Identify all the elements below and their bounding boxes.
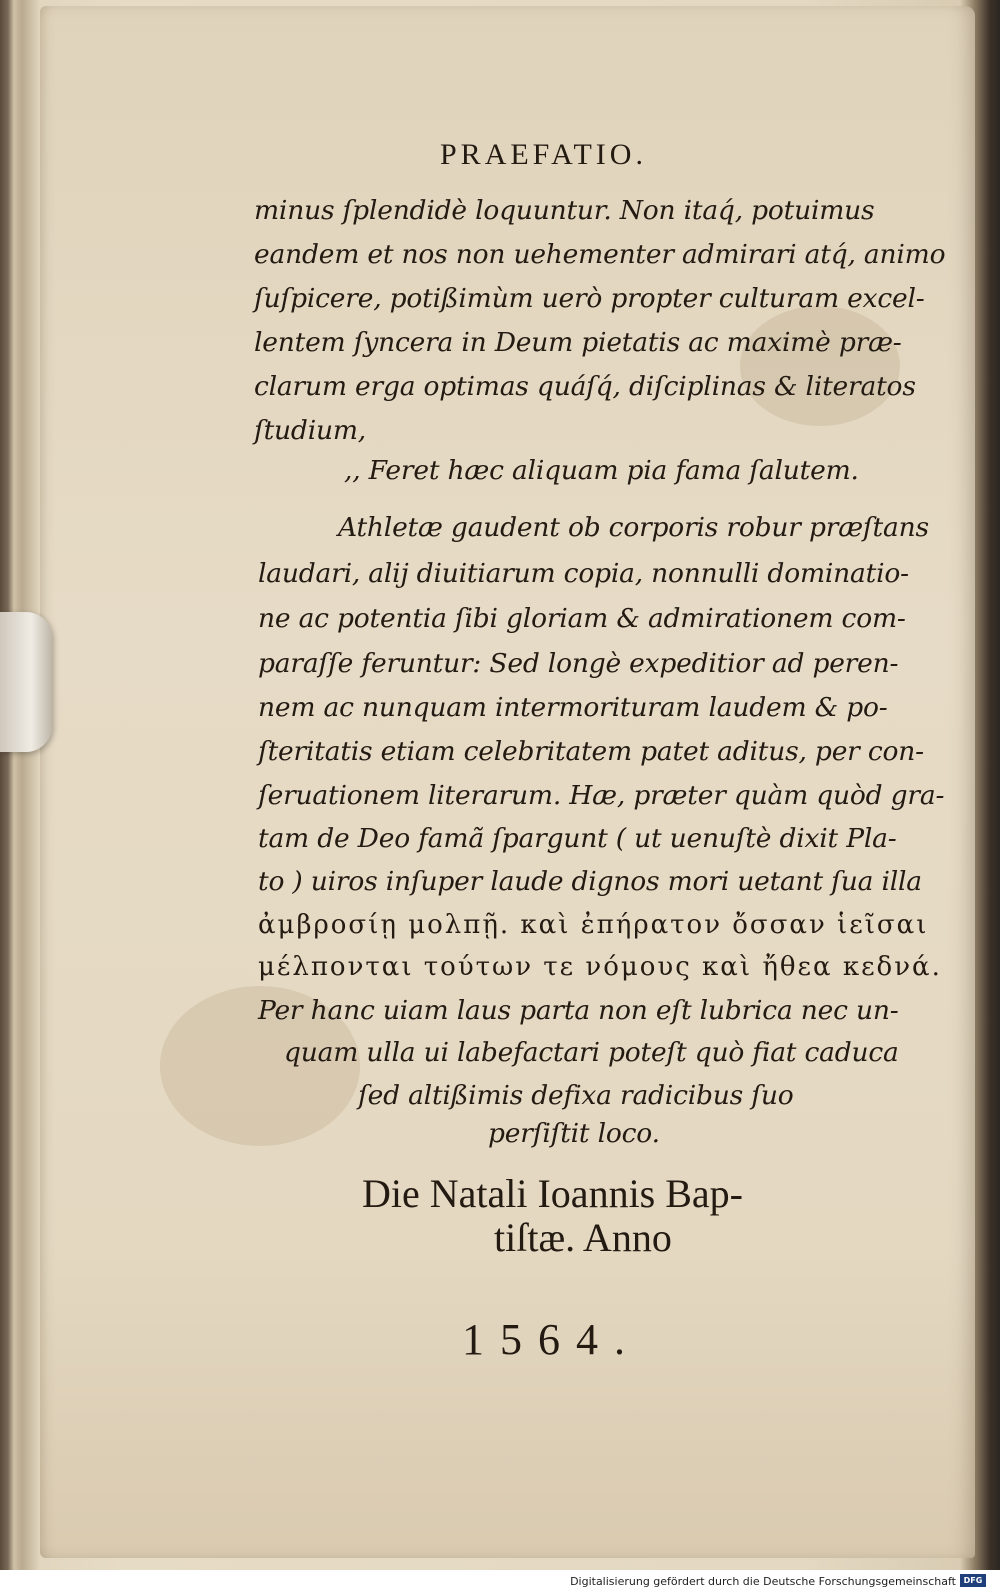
date-line: tiſtæ. Anno	[494, 1215, 672, 1260]
text-line: tam de Deo famã ſpargunt ( ut uenuſtè dixit Pla-	[258, 823, 897, 854]
quote-line: ,, Feret hæc aliquam pia fama ſalutem.	[344, 455, 859, 486]
text-line: Athletæ gaudent ob corporis robur præſtans	[338, 512, 929, 543]
text-line: Per hanc uiam laus parta non eſt lubrica nec un-	[258, 995, 899, 1026]
text-line: paraſſe feruntur: Sed longè expeditior ad peren-	[258, 648, 899, 679]
text-line: minus ſplendidè loquuntur. Non itaq́, potuimus	[254, 195, 875, 226]
page-clip	[0, 612, 52, 752]
text-line: lentem ſyncera in Deum pietatis ac maximè præ-	[254, 327, 902, 358]
paper-stain	[740, 306, 900, 426]
footer-credit: Digitalisierung gefördert durch die Deutsche Forschungsgemeinschaft	[570, 1575, 956, 1588]
text-line: ſed altißimis defixa radicibus ſuo	[358, 1080, 794, 1111]
text-line: laudari, alij diuitiarum copia, nonnulli dominatio-	[258, 558, 909, 589]
dfg-logo: DFG	[960, 1574, 986, 1587]
greek-line: ἀμβροσίῃ μολπῇ. καὶ ἐπήρατον ὄσσαν ἱεῖσαι	[258, 910, 929, 940]
year: 1564.	[462, 1315, 641, 1364]
text-line: clarum erga optimas quáſq́, diſciplinas & literatos	[254, 371, 916, 402]
text-line: ſtudium,	[254, 415, 366, 446]
text-line: eandem et nos non uehementer admirari atq́, animo	[254, 239, 946, 270]
greek-line: μέλπονται τούτων τε νόμους καὶ ἤθεα κεδνά.	[258, 952, 942, 982]
date-line: Die Natali Ioannis Bap-	[362, 1171, 743, 1216]
text-line: ſeruationem literarum. Hæ, præter quàm quòd gra-	[258, 780, 945, 811]
text-line: nem ac nunquam intermorituram laudem & po-	[258, 692, 888, 723]
text-line: ſteritatis etiam celebritatem patet aditus, per con-	[258, 736, 924, 767]
text-line: to ) uiros inſuper laude dignos mori uetant ſua illa	[258, 866, 922, 897]
text-line: quam ulla ui labefactari poteſt quò fiat caduca	[284, 1037, 899, 1068]
text-line: ne ac potentia ſibi gloriam & admirationem com-	[258, 603, 906, 634]
running-head: PRAEFATIO.	[440, 138, 647, 171]
text-line: perſiſtit loco.	[488, 1118, 660, 1149]
text-line: ſuſpicere, potißimùm uerò propter culturam excel-	[254, 283, 925, 314]
